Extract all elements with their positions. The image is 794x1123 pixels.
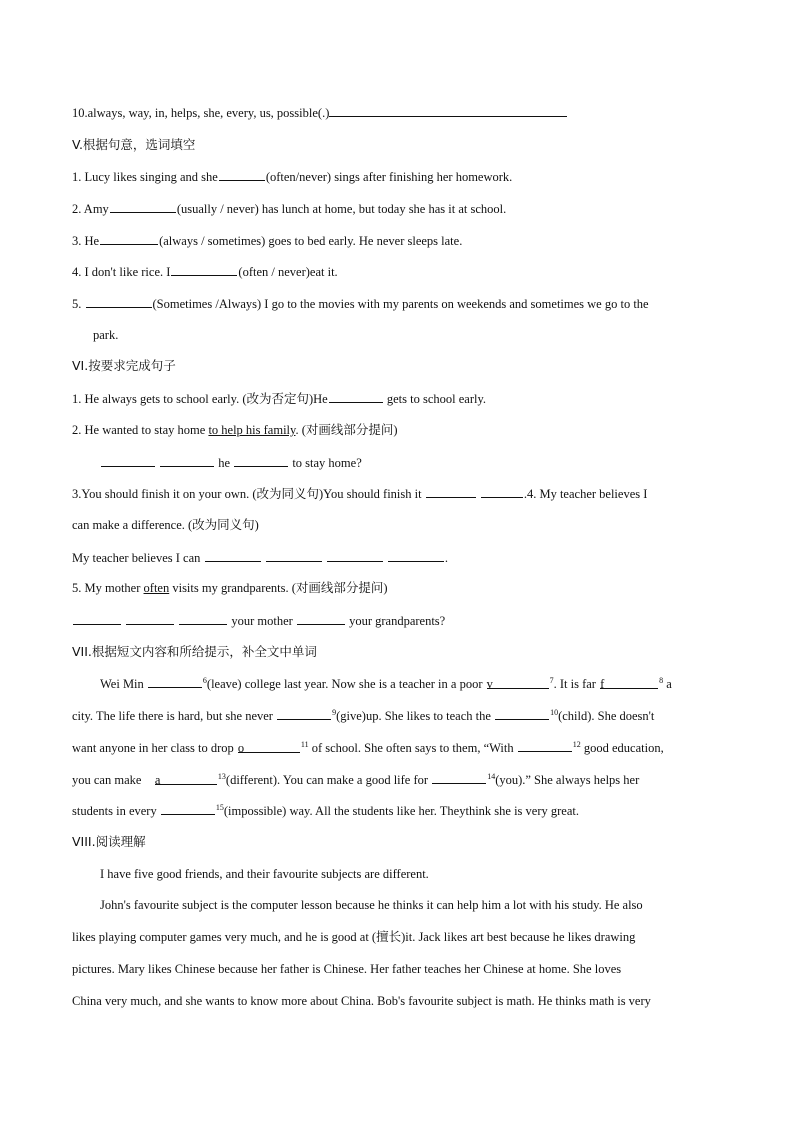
blank[interactable] <box>179 612 227 625</box>
blank[interactable] <box>73 612 121 625</box>
blank[interactable] <box>481 485 523 498</box>
passage-text: a <box>663 677 672 691</box>
blank-number: 7 <box>549 675 554 685</box>
passage-text: (you).” She always helps her <box>495 773 640 787</box>
blank[interactable] <box>329 390 383 403</box>
passage-text: want anyone in her class to drop <box>72 741 237 755</box>
sec6-item-4-answer <box>72 549 448 566</box>
passage-line-3 <box>72 739 664 756</box>
question-10 <box>72 105 567 121</box>
blank-number: 13 <box>217 771 226 781</box>
blank[interactable] <box>148 675 202 688</box>
blank[interactable] <box>234 454 288 467</box>
passage-line-2 <box>72 707 654 724</box>
blank[interactable] <box>155 772 217 785</box>
sec6-item-2-answer-text: he <box>215 456 234 470</box>
underlined-phrase: to help his family <box>208 423 296 437</box>
blank[interactable] <box>495 707 549 720</box>
sec5-item-4 <box>72 263 338 280</box>
passage-text: (impossible) way. All the students like her. Theythink she is very great. <box>223 804 579 818</box>
section-8-title: VIII.阅读理解 <box>72 834 146 849</box>
blank[interactable] <box>487 676 549 689</box>
reading-line-2: John's favourite subject is the computer lesson because he thinks it can help him a lot with his study. He also <box>100 898 643 912</box>
passage-text: students in every <box>72 804 160 818</box>
sec6-item-5 <box>72 580 388 596</box>
blank-number: 10 <box>550 707 559 717</box>
sec5-item-2-text: 2. Amy <box>72 202 109 216</box>
blank-number: 8 <box>659 675 664 685</box>
sec6-item-2-answer <box>100 454 362 471</box>
passage-text: (give)up. She likes to teach the <box>336 709 495 723</box>
period: . <box>444 551 449 565</box>
sec6-item-4-cont: can make a difference. (改为同义句) <box>72 518 259 532</box>
sec5-item-4-text: 4. I don't like rice. I <box>72 265 171 279</box>
blank[interactable] <box>600 676 658 689</box>
sec6-item-5-text: 5. My mother <box>72 581 144 595</box>
sec6-item-2 <box>72 422 398 438</box>
sec6-item-5-answer-text: your mother <box>228 614 296 628</box>
answer-line[interactable] <box>329 105 567 117</box>
blank[interactable] <box>205 549 261 562</box>
blank[interactable] <box>160 454 214 467</box>
sec6-item-3 <box>72 485 647 502</box>
sec6-item-5-rest: visits my grandparents. (对画线部分提问) <box>169 581 388 595</box>
sec5-item-5-text: 5. <box>72 297 85 311</box>
blank[interactable] <box>277 707 331 720</box>
question-10-text: 10.always, way, in, helps, she, every, us, possible(.) <box>72 106 330 120</box>
sec5-item-4-rest: (often / never)eat it. <box>238 265 338 279</box>
sec6-item-1-rest: gets to school early. <box>383 392 487 406</box>
blank-number: 14 <box>487 771 496 781</box>
reading-line-4: pictures. Mary likes Chinese because her father is Chinese. Her father teaches her Chinese at home. She loves <box>72 962 622 976</box>
sec6-item-4-text: .4. My teacher believes I <box>523 487 648 501</box>
sec5-item-5-rest: (Sometimes /Always) I go to the movies with my parents on weekends and sometimes we go to the <box>152 297 649 311</box>
sec5-item-1-text: 1. Lucy likes singing and she <box>72 170 218 184</box>
passage-text: city. The life there is hard, but she never <box>72 709 277 723</box>
blank[interactable] <box>518 739 572 752</box>
sec5-item-3-rest: (always / sometimes) goes to bed early. He never sleeps late. <box>159 234 463 248</box>
sec6-item-2-text: 2. He wanted to stay home <box>72 423 209 437</box>
section-7-title: VII.根据短文内容和所给提示，补全文中单词 <box>72 644 317 659</box>
blank[interactable] <box>327 549 383 562</box>
reading-line-5: China very much, and she wants to know more about China. Bob's favourite subject is math. He thinks math is very <box>72 994 651 1008</box>
passage-text: (different). You can make a good life for <box>225 773 432 787</box>
sec6-item-5-answer <box>72 612 445 629</box>
sec6-item-2-rest: . (对画线部分提问) <box>295 423 398 437</box>
blank-number: 6 <box>202 675 207 685</box>
sec5-item-5 <box>72 295 649 312</box>
blank-number: 11 <box>300 739 309 749</box>
passage-text: (leave) college last year. Now she is a teacher in a poor <box>206 677 486 691</box>
sec5-item-3-text: 3. He <box>72 234 100 248</box>
passage-line-1 <box>100 675 672 692</box>
blank[interactable] <box>161 802 215 815</box>
blank-number: 9 <box>332 707 337 717</box>
passage-text: (child). She doesn't <box>558 709 655 723</box>
sec6-item-5-answer-rest: your grandparents? <box>345 614 446 628</box>
passage-text: Wei Min <box>100 677 147 691</box>
blank[interactable] <box>101 454 155 467</box>
sec5-item-2-rest: (usually / never) has lunch at home, but today she has it at school. <box>176 202 507 216</box>
underlined-word: often <box>143 581 170 595</box>
blank[interactable] <box>297 612 345 625</box>
passage-line-4 <box>72 771 639 788</box>
blank[interactable] <box>238 740 300 753</box>
blank-number: 15 <box>215 802 224 812</box>
reading-line-1: I have five good friends, and their favourite subjects are different. <box>100 867 429 881</box>
blank[interactable] <box>266 549 322 562</box>
blank-number: 12 <box>572 739 581 749</box>
sec5-item-1 <box>72 168 512 185</box>
blank[interactable] <box>432 771 486 784</box>
section-6-title: VI.按要求完成句子 <box>72 358 176 373</box>
passage-text: you can make <box>72 773 154 787</box>
blank[interactable] <box>388 549 444 562</box>
sec6-item-1-text: 1. He always gets to school early. (改为否定句)He <box>72 392 328 406</box>
section-5-title: V.根据句意，选词填空 <box>72 137 196 152</box>
blank[interactable] <box>219 168 265 181</box>
sec5-item-3 <box>72 232 462 249</box>
hint-letter: f <box>600 677 605 691</box>
hint-letter: a <box>154 773 161 787</box>
hint-letter: o <box>237 741 245 755</box>
sec5-item-5-cont: park. <box>93 328 119 342</box>
sec5-item-1-rest: (often/never) sings after finishing her homework. <box>265 170 513 184</box>
blank[interactable] <box>86 295 152 308</box>
passage-text: good education, <box>580 741 664 755</box>
sec6-item-2-answer-rest: to stay home? <box>289 456 362 470</box>
reading-line-3: likes playing computer games very much, and he is good at (擅长)it. Jack likes art best because he likes drawing <box>72 930 636 944</box>
sec6-item-1 <box>72 390 486 407</box>
blank[interactable] <box>110 200 176 213</box>
passage-line-5 <box>72 802 579 819</box>
sec6-item-4-answer-text: My teacher believes I can <box>72 551 204 565</box>
blank[interactable] <box>426 485 476 498</box>
passage-text: . It is far <box>553 677 600 691</box>
passage-text: of school. She often says to them, “With <box>308 741 517 755</box>
blank[interactable] <box>171 263 237 276</box>
blank[interactable] <box>126 612 174 625</box>
hint-letter: v <box>486 677 493 691</box>
blank[interactable] <box>100 232 158 245</box>
sec6-item-3-text: 3.You should finish it on your own. (改为同义句)You should finish it <box>72 487 425 501</box>
sec5-item-2 <box>72 200 506 217</box>
